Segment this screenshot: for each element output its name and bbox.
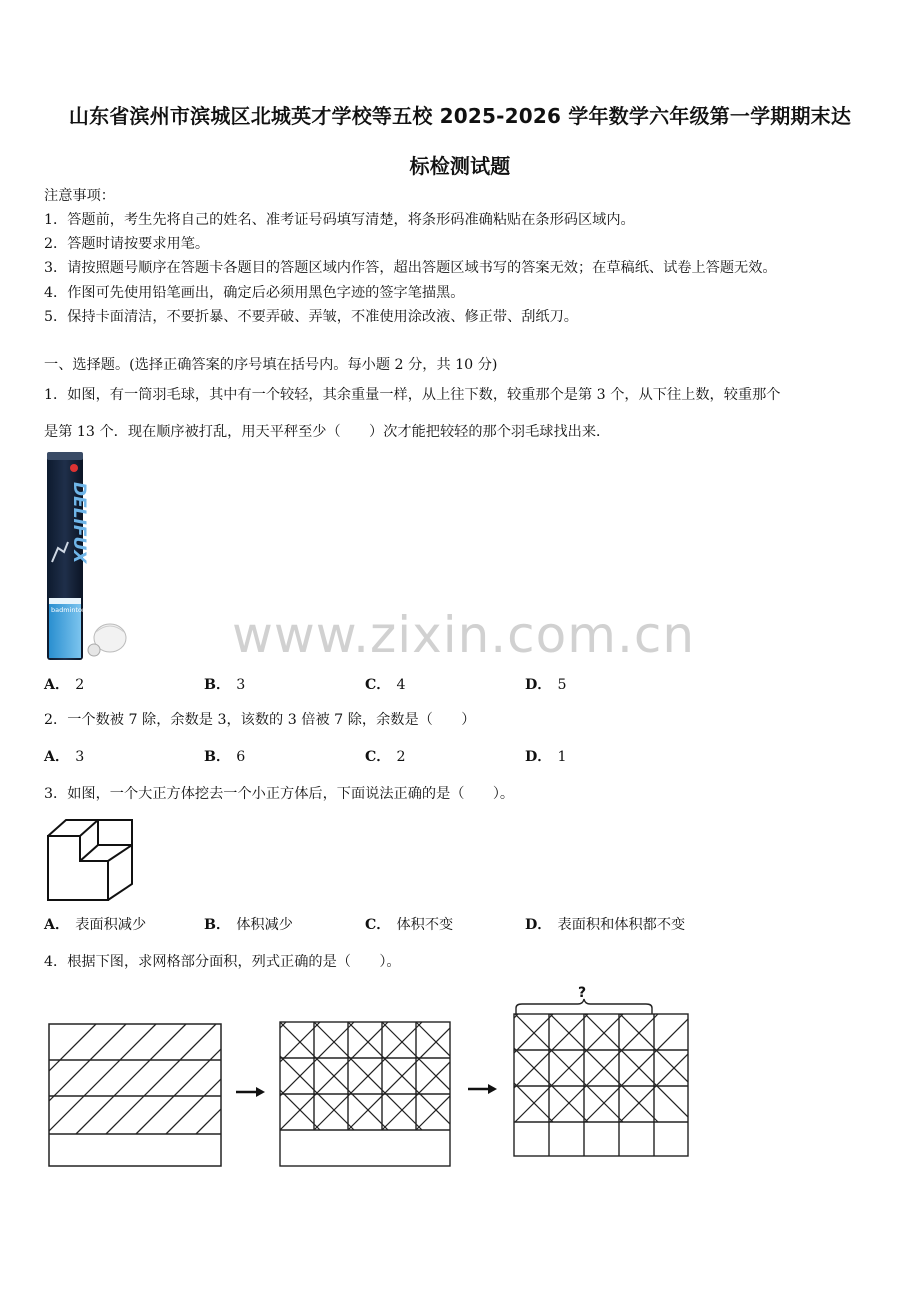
note-item-3: 3．请按照题号顺序在答题卡各题目的答题区域内作答，超出答题区域书写的答案无效；在草稿纸、试卷上答题无效。: [44, 260, 777, 276]
q1-option-b[interactable]: B． 3: [204, 677, 246, 693]
question-3-text: 3．如图，一个大正方体挖去一个小正方体后，下面说法正确的是（ ）。: [44, 786, 515, 802]
q3-option-d[interactable]: D． 表面积和体积都不变: [525, 917, 686, 933]
q3-option-b[interactable]: B． 体积减少: [204, 917, 293, 933]
note-item-2: 2．答题时请按要求用笔。: [44, 236, 210, 252]
q1-option-d[interactable]: D． 5: [525, 677, 567, 693]
document-title-line1: 山东省滨州市滨城区北城英才学校等五校 2025-2026 学年数学六年级第一学期期末达: [68, 104, 852, 128]
cube-notch-figure: [46, 818, 136, 902]
note-item-5: 5．保持卡面清洁，不要折暴、不要弄破、弄皱，不准使用涂改液、修正带、刮纸刀。: [44, 309, 578, 325]
q1-option-a[interactable]: A． 2: [44, 677, 85, 693]
q2-option-a[interactable]: A． 3: [44, 749, 85, 765]
question-1-text-line1: 1．如图，有一筒羽毛球，其中有一个较轻，其余重量一样，从上往下数，较重那个是第 3 个，从下往上数，较重那个: [44, 387, 781, 403]
watermark: www.zixin.com.cn: [232, 606, 696, 664]
note-item-4: 4．作图可先使用铅笔画出，确定后必须用黑色字迹的签字笔描黑。: [44, 285, 465, 301]
shuttlecock-tube-image: [44, 452, 130, 664]
brace-question-mark: ?: [578, 985, 587, 1001]
question-4-text: 4．根据下图，求网格部分面积，列式正确的是（ ）。: [44, 954, 401, 970]
grid-figure-2: [278, 1020, 452, 1168]
arrow-right-icon: [236, 1086, 266, 1098]
note-item-1: 1．答题前，考生先将自己的姓名、准考证号码填写清楚，将条形码准确粘贴在条形码区域内。: [44, 212, 635, 228]
q3-option-a[interactable]: A． 表面积减少: [44, 917, 147, 933]
section-heading: 一、选择题。(选择正确答案的序号填在括号内。每小题 2 分，共 10 分): [44, 357, 498, 373]
grid-figure-1: [46, 1022, 224, 1168]
q2-option-c[interactable]: C． 2: [365, 749, 406, 765]
grid-figure-3: [512, 980, 692, 1160]
question-2-text: 2．一个数被 7 除，余数是 3，该数的 3 倍被 7 除，余数是（ ）: [44, 712, 476, 728]
q3-option-c[interactable]: C． 体积不变: [365, 917, 454, 933]
tube-sub-text: badminton: [51, 606, 87, 614]
tube-brand-text: DELIFUX: [69, 482, 89, 564]
arrow-right-icon: [468, 1083, 498, 1095]
question-1-text-line2: 是第 13 个．现在顺序被打乱，用天平秤至少（ ）次才能把较轻的那个羽毛球找出来．: [44, 424, 611, 440]
q2-option-d[interactable]: D． 1: [525, 749, 567, 765]
document-title-line2: 标检测试题: [409, 154, 511, 178]
notes-heading: 注意事项：: [44, 188, 115, 204]
q1-option-c[interactable]: C． 4: [365, 677, 406, 693]
q2-option-b[interactable]: B． 6: [204, 749, 246, 765]
